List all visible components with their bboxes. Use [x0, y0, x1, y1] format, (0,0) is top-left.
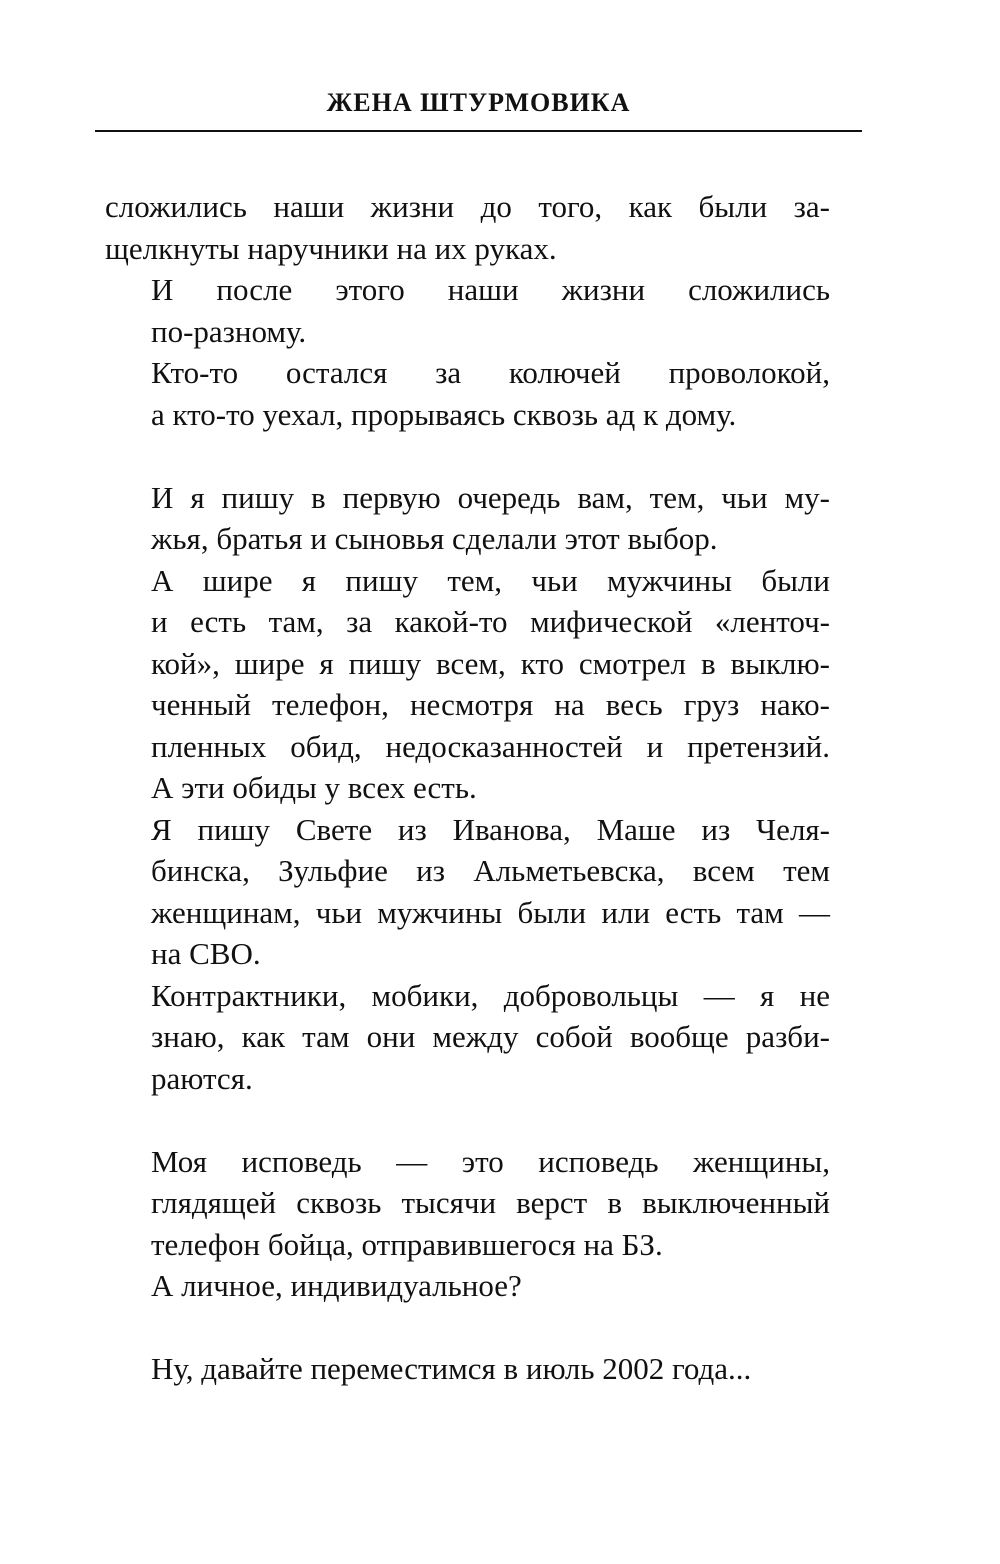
- paragraph: [105, 1348, 830, 1390]
- text-line: и есть там, за какой-то мифической «ленточ-: [151, 604, 830, 639]
- text-line: А личное, индивидуальное?: [151, 1268, 522, 1303]
- text-line: ченный телефон, несмотря на весь груз нако-: [151, 687, 830, 722]
- header-rule: [95, 130, 862, 132]
- paragraph-gap: [105, 1099, 830, 1141]
- text-line: телефон бойца, отправившегося на БЗ.: [151, 1226, 663, 1262]
- text-line: А шире я пишу тем, чьи мужчины были: [151, 562, 830, 598]
- text-line: Моя исповедь — это исповедь женщины,: [151, 1143, 830, 1179]
- text-line: знаю, как там они между собой вообще разби-: [151, 1019, 830, 1054]
- text-line: кой», шире я пишу всем, кто смотрел в выклю-: [151, 645, 830, 681]
- paragraph: [105, 560, 830, 809]
- paragraph: [105, 809, 830, 975]
- text-line: женщинам, чьи мужчины были или есть там —: [151, 894, 830, 930]
- body-text: [105, 186, 830, 1390]
- text-line: жья, братья и сыновья сделали этот выбор.: [151, 521, 718, 556]
- paragraph: [105, 1141, 830, 1266]
- paragraph: [105, 352, 830, 435]
- text-line: И я пишу в первую очередь вам, тем, чьи му-: [151, 479, 830, 515]
- text-line: по-разному.: [151, 313, 307, 349]
- text-line: Ну, давайте переместимся в июль 2002 года...: [151, 1351, 752, 1386]
- running-title: ЖЕНА ШТУРМОВИКА: [326, 88, 631, 117]
- paragraph: [105, 477, 830, 560]
- text-line: щелкнуты наручники на их руках.: [105, 230, 557, 266]
- text-line: на СВО.: [151, 936, 261, 971]
- text-line: А эти обиды у всех есть.: [151, 770, 477, 805]
- text-line: глядящей сквозь тысячи верст в выключенный: [151, 1185, 830, 1220]
- paragraph: [105, 1265, 830, 1307]
- text-line: Я пишу Свете из Иванова, Маше из Челя-: [151, 811, 830, 847]
- paragraph: [105, 269, 830, 352]
- text-line: Кто-то остался за колючей проволокой,: [151, 355, 830, 390]
- text-line: сложились наши жизни до того, как были за-: [105, 189, 830, 224]
- paragraph: [105, 975, 830, 1100]
- text-line: а кто-то уехал, прорываясь сквозь ад к дому.: [151, 396, 737, 432]
- paragraph-gap: [105, 1307, 830, 1349]
- text-line: И после этого наши жизни сложились: [151, 272, 830, 307]
- text-line: раются.: [151, 1060, 253, 1096]
- text-line: пленных обид, недосказанностей и претензий.: [151, 728, 830, 764]
- paragraph-gap: [105, 435, 830, 477]
- text-line: Контрактники, мобики, добровольцы — я не: [151, 977, 830, 1013]
- paragraph: [105, 186, 830, 269]
- text-line: бинска, Зульфие из Альметьевска, всем тем: [151, 853, 830, 888]
